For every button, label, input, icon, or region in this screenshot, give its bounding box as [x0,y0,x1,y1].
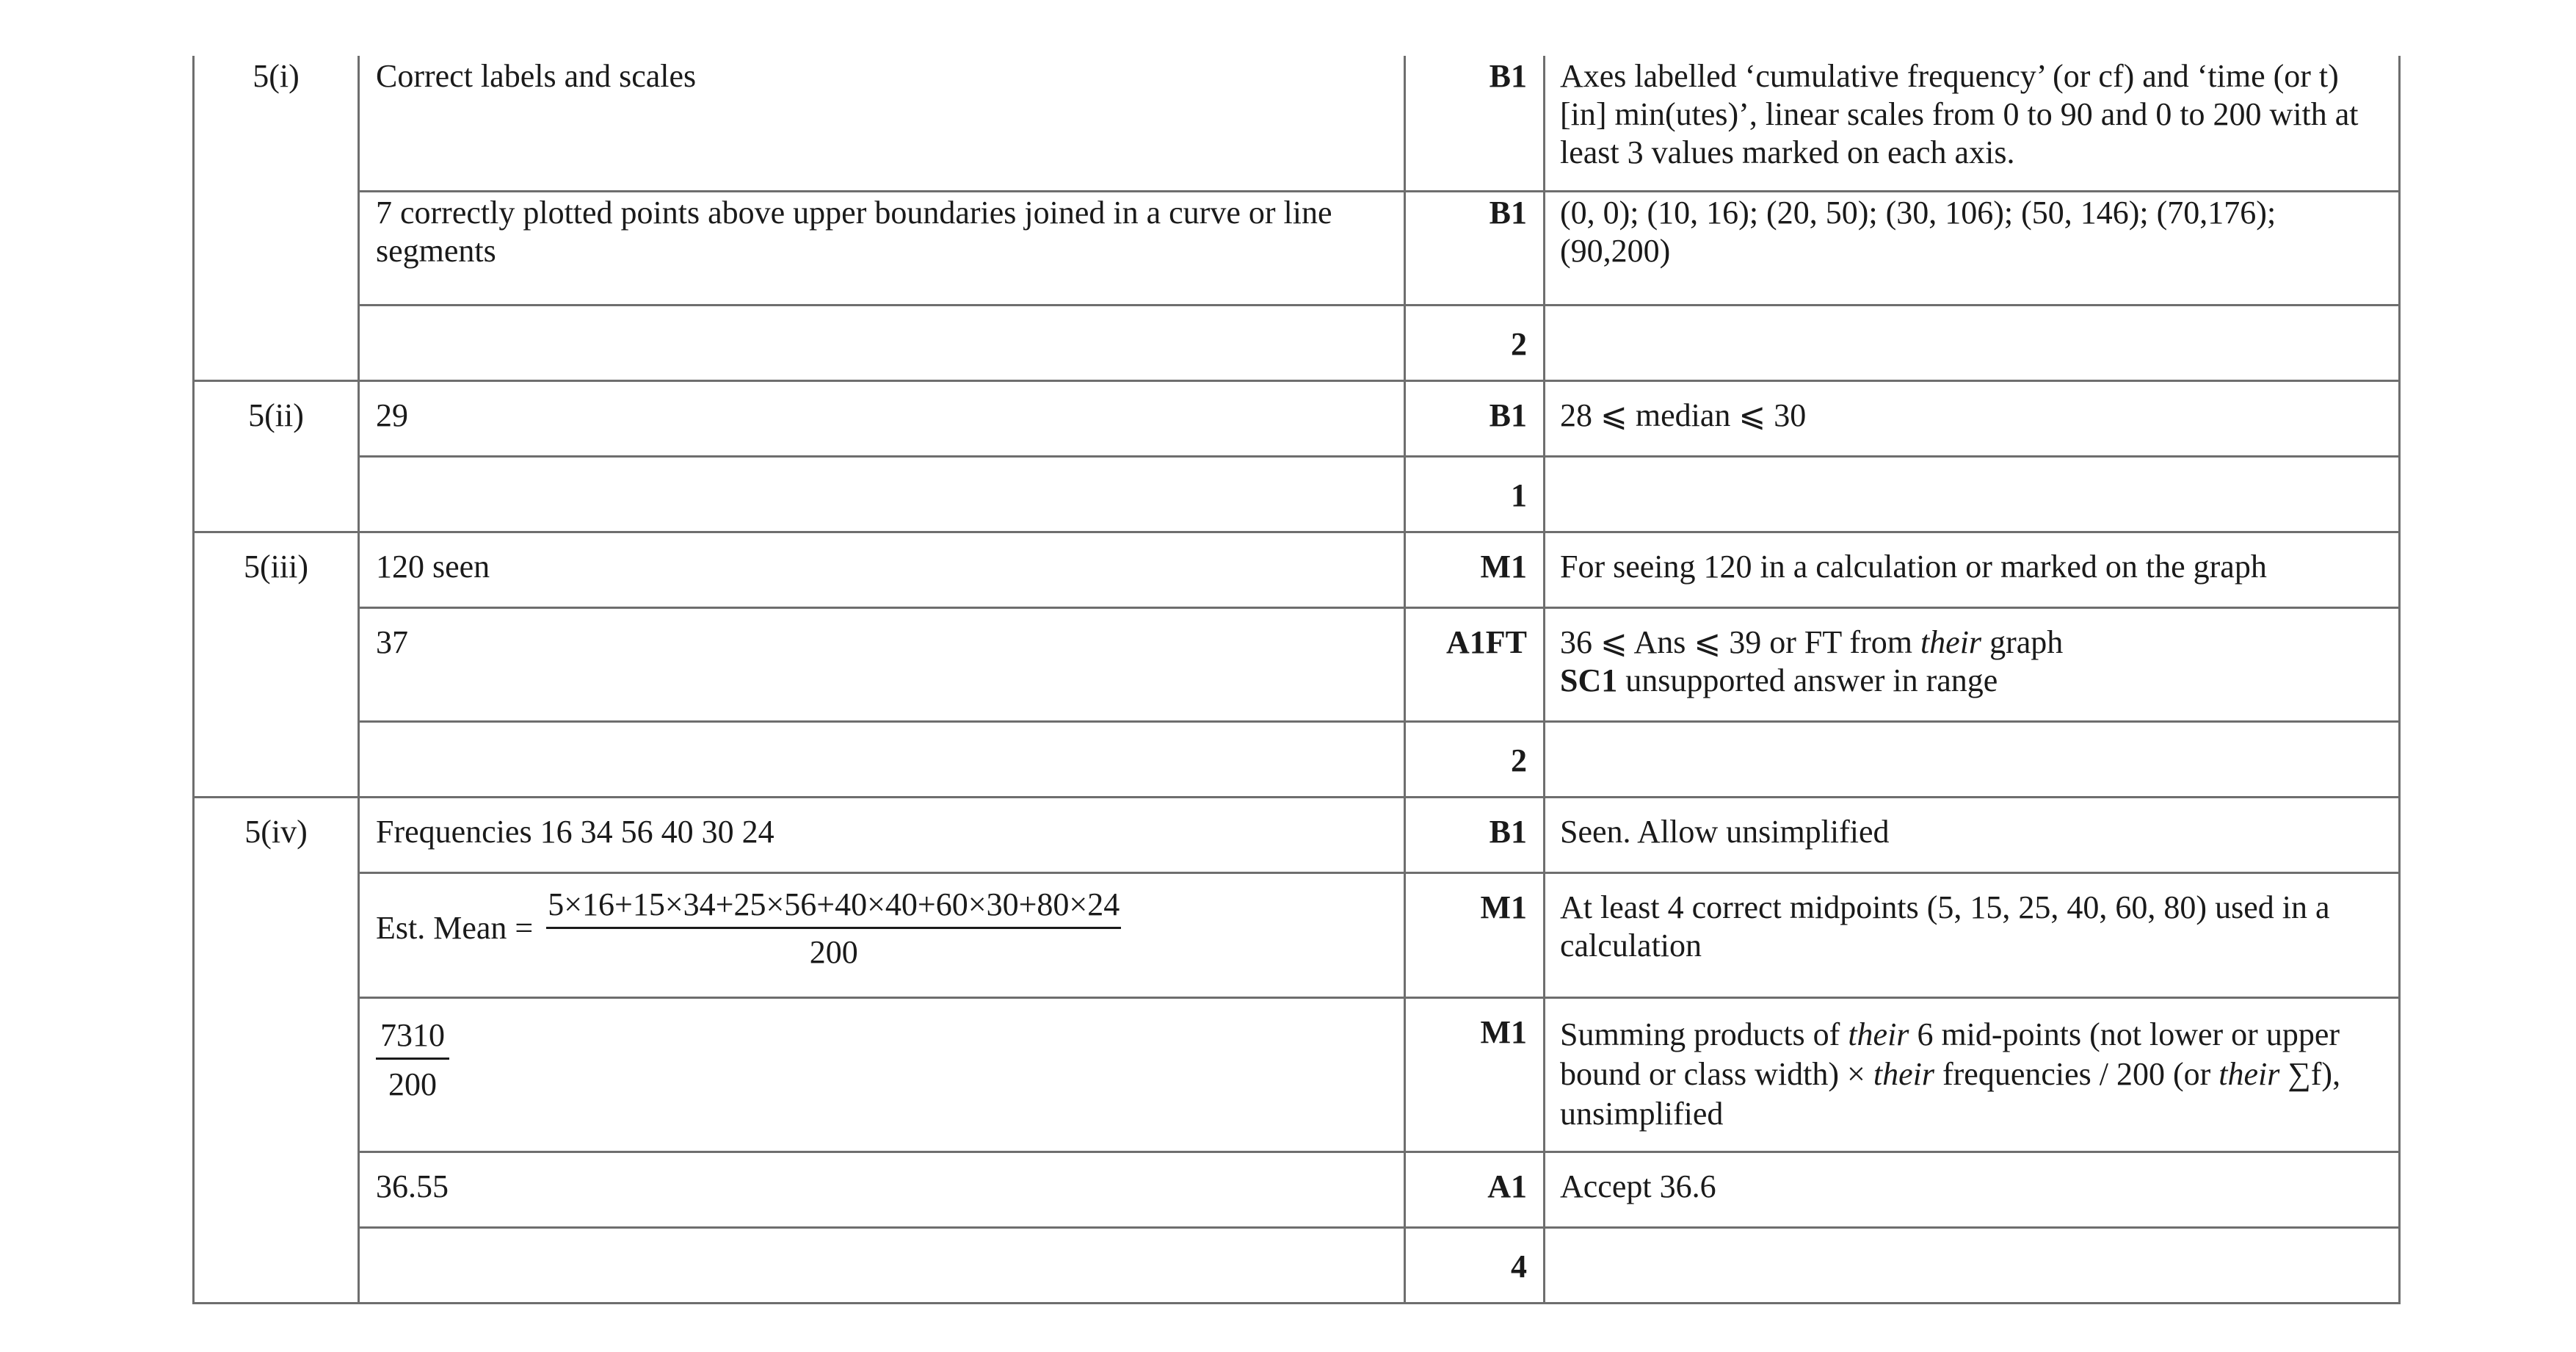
guidance-text: Summing products of [1560,1016,1848,1052]
answer-cell [359,997,1405,1152]
answer-cell: Frequencies 16 34 56 40 30 24 [359,797,1405,872]
table-row [194,305,2400,380]
guidance-their: their [1920,623,1982,660]
fraction-denominator: 200 [388,1066,437,1102]
guidance-cell [1545,305,2400,380]
guidance-text: frequencies / 200 (or [1934,1055,2219,1092]
table-row [194,797,2400,872]
guidance-cell: At least 4 correct midpoints (5, 15, 25, 40, 60, 80) used in a calculation [1545,872,2400,997]
table-row [194,872,2400,997]
mark-cell: M1 [1405,997,1545,1152]
guidance-cell: Accept 36.6 [1545,1152,2400,1227]
question-number: 5(iv) [194,797,359,1303]
table-row [194,380,2400,456]
table-row [194,1152,2400,1227]
mark-scheme-table [192,56,2401,1304]
guidance-cell [1545,1227,2400,1303]
answer-cell [359,305,1405,380]
table-row [194,721,2400,797]
table-row [194,191,2400,305]
mean-expression [376,886,1387,972]
answer-cell: 36.55 [359,1152,1405,1227]
special-case-label: SC1 [1560,662,1618,698]
guidance-their: their [2218,1055,2280,1092]
guidance-text: ∑f), unsimplified [1560,1055,2341,1132]
answer-cell [359,721,1405,797]
guidance-cell: For seeing 120 in a calculation or marked on the graph [1545,532,2400,607]
total-mark-cell: 2 [1405,721,1545,797]
fraction-numerator: 5×16+15×34+25×56+40×40+60×30+80×24 [546,886,1121,929]
mark-cell: M1 [1405,872,1545,997]
table-row [194,532,2400,607]
mark-cell: M1 [1405,532,1545,607]
guidance-cell [1545,997,2400,1152]
answer-cell [359,1227,1405,1303]
guidance-their: their [1873,1055,1934,1092]
question-number: 5(iii) [194,532,359,797]
guidance-cell [1545,456,2400,532]
guidance-cell: Axes labelled ‘cumulative frequency’ (or cf) and ‘time (or t) [in] min(utes)’, linear scales from 0 to 90 and 0 to 200 with at least 3 values marked on each axis. [1545,56,2400,191]
guidance-cell: 28 ⩽ median ⩽ 30 [1545,380,2400,456]
answer-cell: 29 [359,380,1405,456]
fraction [376,1016,449,1104]
special-case-text: unsupported answer in range [1617,662,1998,698]
guidance-text: 36 ⩽ Ans ⩽ 39 or FT from [1560,623,1920,660]
guidance-text: graph [1981,623,2064,660]
answer-cell: 37 [359,607,1405,721]
mark-cell: B1 [1405,380,1545,456]
mark-cell: B1 [1405,797,1545,872]
answer-cell: Correct labels and scales [359,56,1405,191]
guidance-cell [1545,721,2400,797]
total-mark-cell: 1 [1405,456,1545,532]
total-mark-cell: 4 [1405,1227,1545,1303]
table-row [194,997,2400,1152]
question-number: 5(ii) [194,380,359,532]
question-number: 5(i) [194,56,359,380]
fraction-numerator: 7310 [376,1016,449,1060]
mark-cell: B1 [1405,191,1545,305]
mark-cell: A1FT [1405,607,1545,721]
table-row [194,1227,2400,1303]
guidance-their: their [1848,1016,1909,1052]
table-row [194,56,2400,191]
total-mark-cell: 2 [1405,305,1545,380]
table-row [194,456,2400,532]
mark-scheme [192,56,2401,1304]
answer-cell [359,456,1405,532]
mean-fraction [546,886,1121,972]
mark-cell: B1 [1405,56,1545,191]
table-row [194,607,2400,721]
answer-cell [359,872,1405,997]
guidance-cell: Seen. Allow unsimplified [1545,797,2400,872]
guidance-text: 6 mid-points (not lower or upper bound or class width) × [1560,1016,2340,1092]
guidance-cell: (0, 0); (10, 16); (20, 50); (30, 106); (50, 146); (70,176); (90,200) [1545,191,2400,305]
answer-cell: 120 seen [359,532,1405,607]
guidance-cell [1545,607,2400,721]
answer-cell: 7 correctly plotted points above upper boundaries joined in a curve or line segments [359,191,1405,305]
mark-cell: A1 [1405,1152,1545,1227]
fraction-denominator: 200 [809,933,858,970]
mean-label: Est. Mean = [376,910,534,946]
